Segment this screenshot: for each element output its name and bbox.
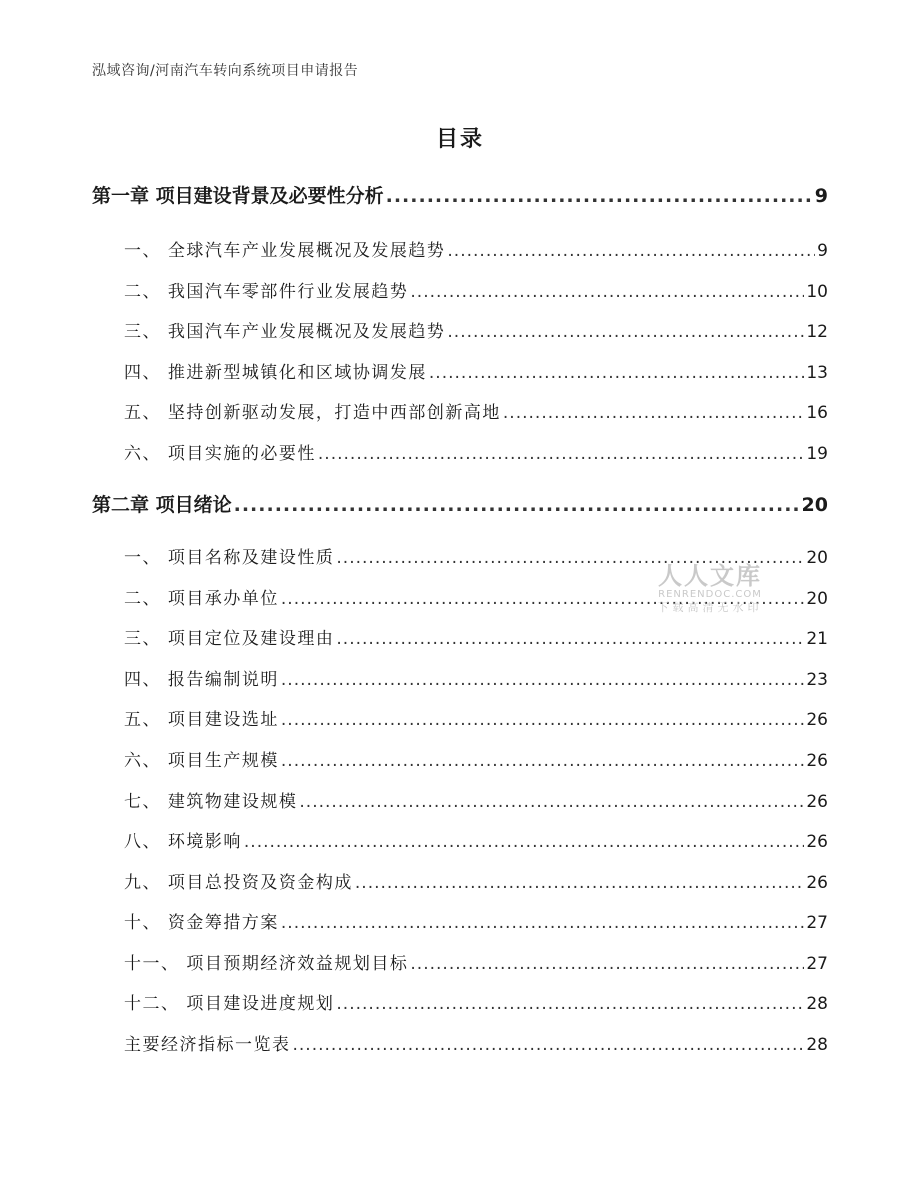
toc-entry[interactable]	[124, 236, 828, 261]
toc-page-number: 9	[817, 241, 828, 261]
leader-dots	[293, 1035, 805, 1055]
leader-dots	[386, 185, 813, 207]
toc-entry-label: 三、 项目定位及建设理由	[124, 629, 335, 649]
toc-entry[interactable]	[124, 624, 828, 649]
toc-entry[interactable]	[124, 317, 828, 342]
toc-page-number: 26	[806, 710, 828, 730]
toc-entry-label: 第一章 项目建设背景及必要性分析	[92, 185, 384, 207]
toc-page-number: 23	[806, 670, 828, 690]
toc-entry-label: 四、 报告编制说明	[124, 670, 279, 690]
toc-entry-label: 一、 全球汽车产业发展概况及发展趋势	[124, 241, 446, 261]
toc-entry-label: 十二、 项目建设进度规划	[124, 994, 335, 1014]
leader-dots	[336, 629, 804, 649]
toc-entry-label: 六、 项目实施的必要性	[124, 444, 316, 464]
toc-entry-label: 第二章 项目绪论	[92, 494, 232, 516]
toc-entry-label: 一、 项目名称及建设性质	[124, 548, 335, 568]
toc-entry[interactable]	[124, 439, 828, 464]
toc-entry[interactable]	[124, 989, 828, 1014]
toc-entry-label: 三、 我国汽车产业发展概况及发展趋势	[124, 322, 446, 342]
toc-page-number: 27	[806, 913, 828, 933]
toc-entry-label: 七、 建筑物建设规模	[124, 792, 298, 812]
watermark-url: RENRENDOC.COM	[658, 589, 762, 600]
leader-dots	[410, 282, 804, 302]
toc-entry-label: 五、 项目建设选址	[124, 710, 279, 730]
toc-page-number: 26	[806, 873, 828, 893]
toc-chapter-1[interactable]	[92, 181, 828, 208]
toc-entry[interactable]	[124, 787, 828, 812]
leader-dots	[410, 954, 804, 974]
leader-dots	[244, 832, 804, 852]
toc-chapter-2[interactable]	[92, 490, 828, 517]
leader-dots	[447, 241, 815, 261]
toc-entry[interactable]	[124, 827, 828, 852]
running-header: 泓域咨询/河南汽车转向系统项目申请报告	[92, 63, 359, 79]
toc-entry-label: 十、 资金筹措方案	[124, 913, 279, 933]
toc-page-number: 28	[806, 1035, 828, 1055]
leader-dots	[281, 751, 804, 771]
toc-entry-label: 九、 项目总投资及资金构成	[124, 873, 353, 893]
toc-entry[interactable]	[124, 1030, 828, 1055]
watermark-tagline: 下载高清无水印	[657, 601, 763, 614]
leader-dots	[234, 494, 800, 516]
leader-dots	[503, 403, 804, 423]
toc-entry-label: 二、 我国汽车零部件行业发展趋势	[124, 282, 409, 302]
leader-dots	[336, 994, 804, 1014]
leader-dots	[355, 873, 804, 893]
toc-page-number: 20	[806, 548, 828, 568]
toc-page-number: 10	[806, 282, 828, 302]
toc-page-number: 26	[806, 751, 828, 771]
toc-entry[interactable]	[124, 746, 828, 771]
toc-entry[interactable]	[124, 868, 828, 893]
leader-dots	[281, 710, 804, 730]
toc-entry[interactable]	[124, 949, 828, 974]
toc-page-number: 9	[814, 185, 828, 207]
toc-page-number: 20	[801, 494, 828, 516]
toc-page-number: 16	[806, 403, 828, 423]
toc-page-number: 21	[806, 629, 828, 649]
toc-entry-label: 四、 推进新型城镇化和区域协调发展	[124, 363, 427, 383]
leader-dots	[299, 792, 804, 812]
toc-page-number: 26	[806, 832, 828, 852]
toc-entry[interactable]	[124, 277, 828, 302]
watermark-logo	[640, 563, 780, 615]
toc-entry[interactable]	[124, 705, 828, 730]
toc-entry-label: 五、 坚持创新驱动发展，打造中西部创新高地	[124, 403, 501, 423]
toc-title: 目录	[435, 127, 484, 152]
toc-entry-label: 六、 项目生产规模	[124, 751, 279, 771]
toc-page-number: 26	[806, 792, 828, 812]
watermark-name: 人人文库	[658, 562, 762, 590]
leader-dots	[281, 913, 804, 933]
toc-page-number: 12	[806, 322, 828, 342]
toc-entry[interactable]	[124, 398, 828, 423]
toc-entry[interactable]	[124, 358, 828, 383]
toc-page-number: 28	[806, 994, 828, 1014]
toc-entry[interactable]	[124, 665, 828, 690]
leader-dots	[318, 444, 804, 464]
toc-entry-label: 主要经济指标一览表	[124, 1035, 291, 1055]
leader-dots	[281, 670, 804, 690]
toc-page-number: 20	[806, 589, 828, 609]
toc-entry[interactable]	[124, 908, 828, 933]
leader-dots	[447, 322, 804, 342]
toc-page-number: 27	[806, 954, 828, 974]
toc-entry-label: 十一、 项目预期经济效益规划目标	[124, 954, 409, 974]
leader-dots	[429, 363, 804, 383]
toc-entry-label: 八、 环境影响	[124, 832, 242, 852]
toc-entry-label: 二、 项目承办单位	[124, 589, 279, 609]
toc-page-number: 13	[806, 363, 828, 383]
toc-page-number: 19	[806, 444, 828, 464]
